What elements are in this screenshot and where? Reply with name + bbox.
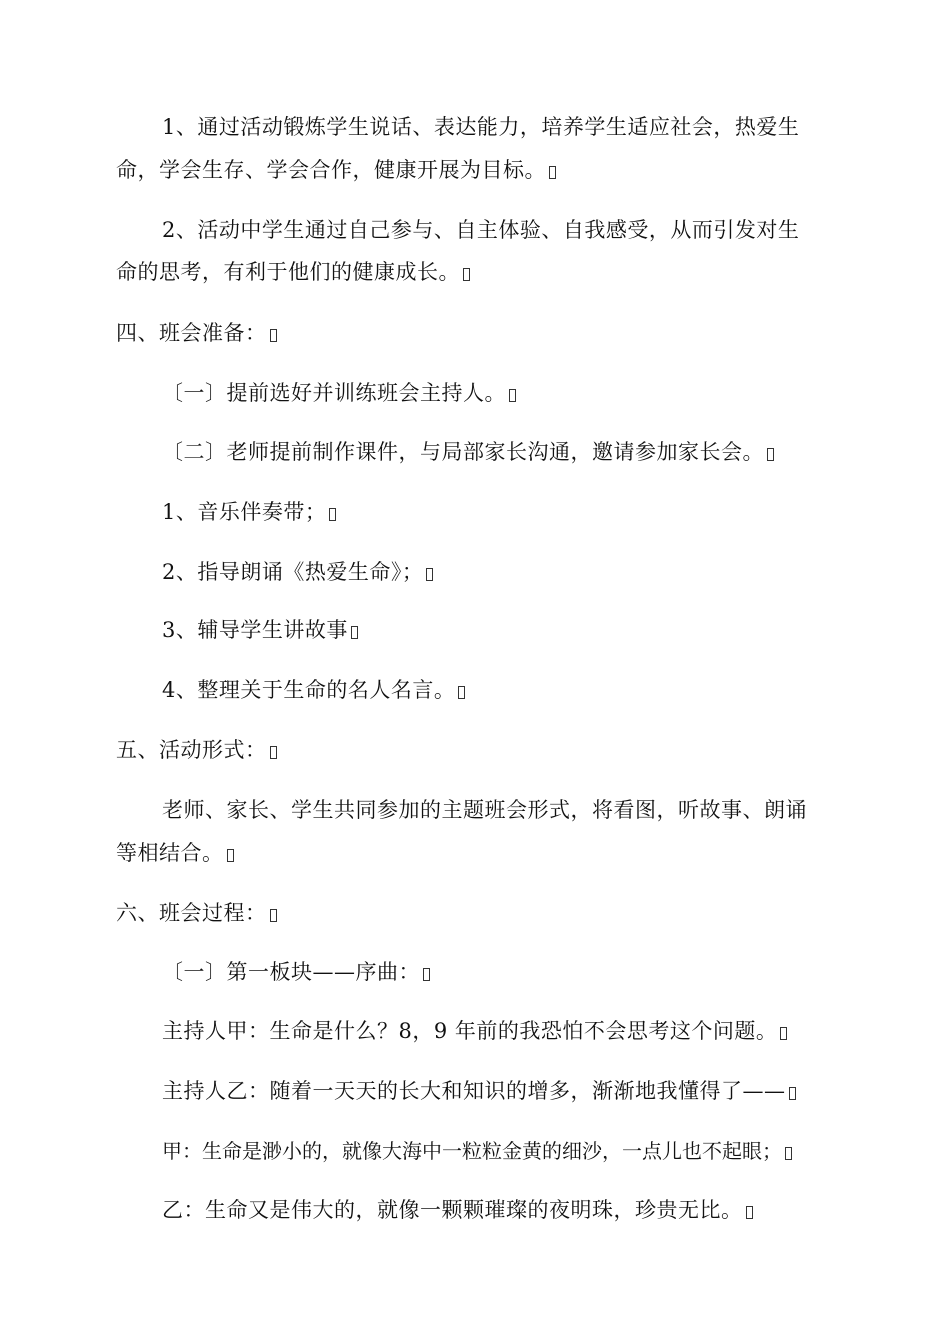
paragraph-1-line-2: 命，学会生存、学会合作，健康开展为目标。 [116,155,556,185]
paragraph-2-line-2: 命的思考，有利于他们的健康成长。 [116,257,470,287]
section-heading-6: 六、班会过程： [116,898,277,928]
paragraph-1-line-1: 1、通过活动锻炼学生说话、表达能力，培养学生适应社会，热爱生 [162,115,800,139]
paragraph-mark-icon [270,746,277,759]
paragraph-mark-icon [458,686,465,699]
paragraph-mark-icon [549,166,556,179]
dialogue-line: 主持人甲：生命是什么？8，9 年前的我恐怕不会思考这个问题。 [162,1016,787,1046]
section-heading-5: 五、活动形式： [116,735,277,765]
paragraph-mark-icon [780,1027,787,1040]
paragraph-mark-icon [329,508,336,521]
paragraph-mark-icon [463,268,470,281]
list-item: 1、音乐伴奏带； [162,497,336,527]
paragraph-mark-icon [270,329,277,342]
list-item: 〔二〕老师提前制作课件，与局部家长沟通，邀请参加家长会。 [162,437,774,467]
paragraph-2-line-1: 2、活动中学生通过自己参与、自主体验、自我感受，从而引发对生 [162,218,800,242]
paragraph-mark-icon [270,909,277,922]
list-item: 2、指导朗诵《热爱生命》； [162,557,433,587]
dialogue-line: 甲：生命是渺小的，就像大海中一粒粒金黄的细沙，一点儿也不起眼； [162,1136,792,1166]
paragraph-mark-icon [789,1087,796,1100]
paragraph-line: 老师、家长、学生共同参加的主题班会形式，将看图，听故事、朗诵 [162,798,807,822]
paragraph-mark-icon [746,1206,753,1219]
paragraph-mark-icon [767,448,774,461]
list-item: 4、整理关于生命的名人名言。 [162,675,465,705]
section-heading-4: 四、班会准备： [116,318,277,348]
list-item: 3、辅导学生讲故事 [162,615,358,645]
dialogue-line: 主持人乙：随着一天天的长大和知识的增多，渐渐地我懂得了—— [162,1076,796,1106]
paragraph-line: 等相结合。 [116,838,234,868]
paragraph-mark-icon [426,568,433,581]
paragraph-mark-icon [351,626,358,639]
list-item: 〔一〕提前选好并训练班会主持人。 [162,378,516,408]
paragraph-mark-icon [785,1147,792,1160]
paragraph-mark-icon [423,968,430,981]
paragraph-mark-icon [509,389,516,402]
subsection-heading: 〔一〕第一板块——序曲： [162,957,430,987]
dialogue-line: 乙：生命又是伟大的，就像一颗颗璀璨的夜明珠，珍贵无比。 [162,1195,753,1225]
paragraph-mark-icon [227,849,234,862]
